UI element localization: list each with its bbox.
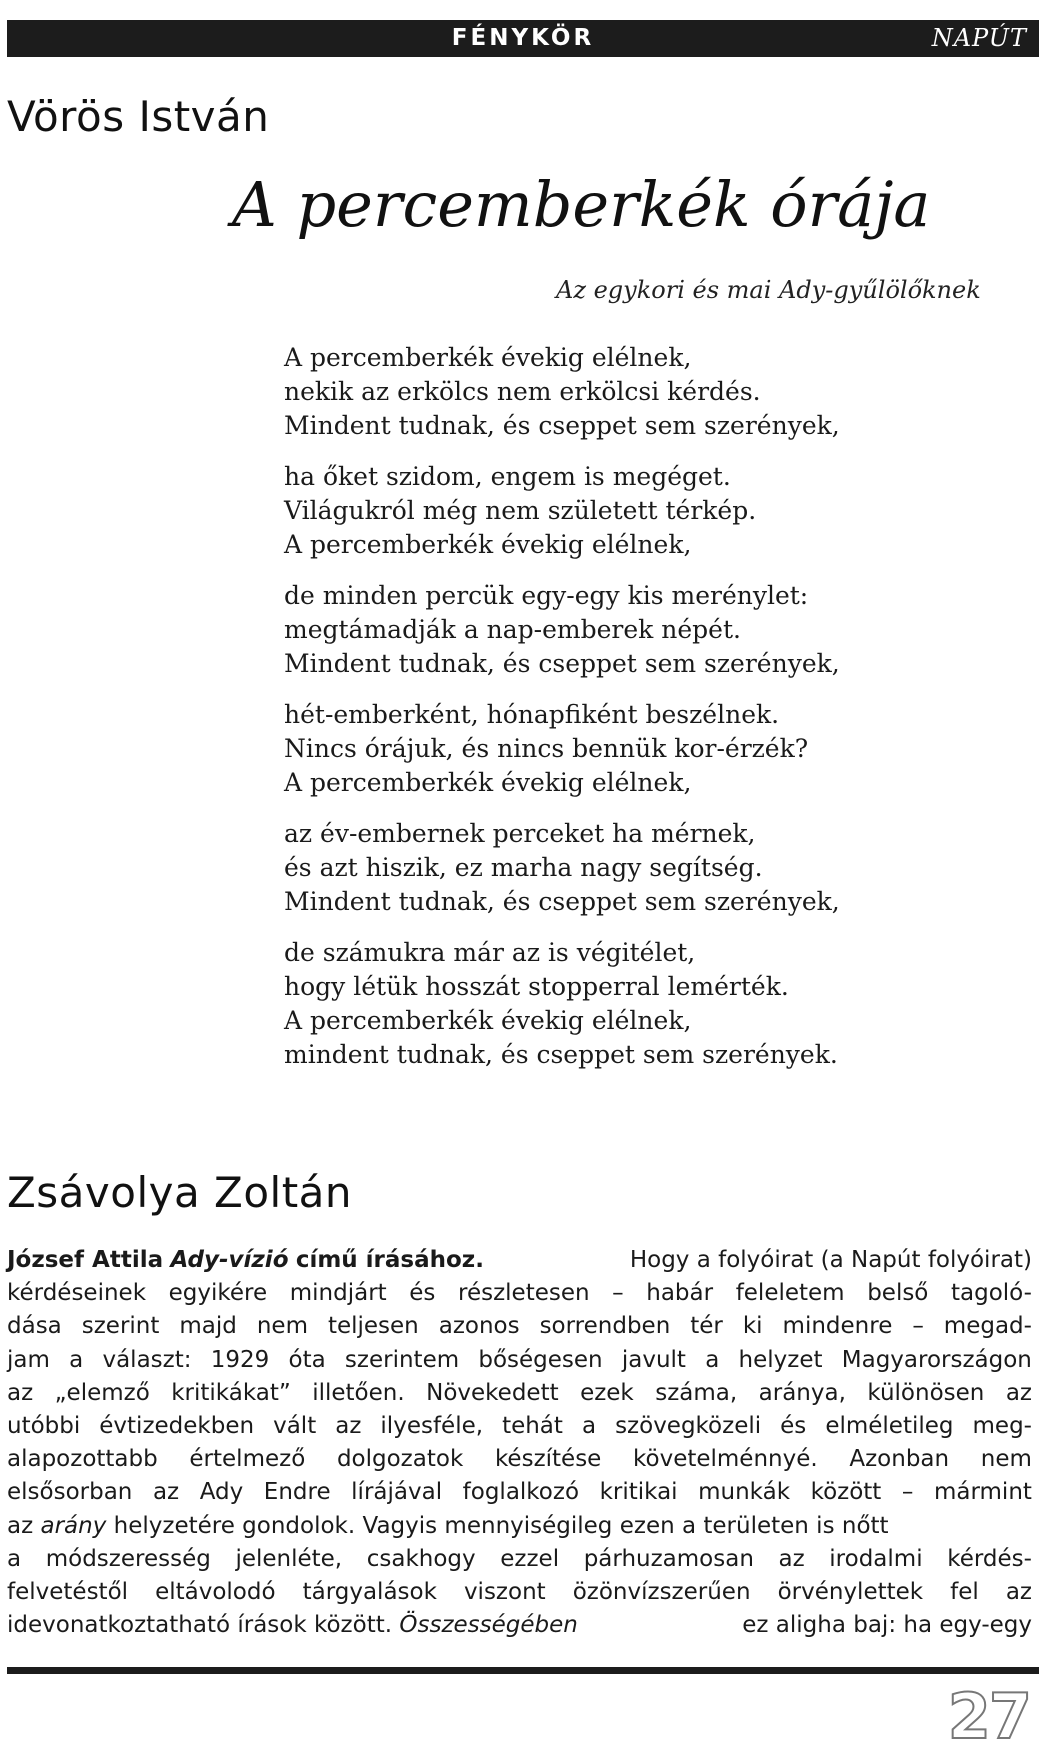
essay-word: évtizedekben <box>99 1412 255 1439</box>
essay-word: javult <box>621 1346 686 1373</box>
essay-word: feleletem <box>735 1280 845 1307</box>
essay-word: kritikai <box>599 1479 678 1506</box>
essay-word: kérdés- <box>947 1545 1032 1572</box>
poem-line: és azt hiszik, ez marha nagy segítség. <box>284 853 763 882</box>
essay-word: óta <box>288 1346 326 1373</box>
essay-lead-suffix: című írásához. <box>295 1247 484 1273</box>
essay-line-text: Hogy a folyóirat (a Napút folyóirat) <box>629 1247 1032 1273</box>
essay-line-text <box>7 1609 578 1642</box>
essay-word: részletesen <box>458 1280 590 1307</box>
poem-line: Mindent tudnak, és cseppet sem szerények, <box>284 649 840 678</box>
essay-word: irodalmi <box>829 1545 923 1572</box>
essay-word: habár <box>646 1280 714 1307</box>
essay-author: Zsávolya Zoltán <box>7 1168 353 1217</box>
essay-line-text <box>7 1510 889 1543</box>
poem-line: de számukra már az is végitélet, <box>284 938 696 967</box>
essay-line-end: ez aligha baj: ha egy-egy <box>742 1612 1032 1639</box>
essay-word: mármint <box>933 1479 1032 1506</box>
essay-word: kérdéseinek <box>7 1280 147 1307</box>
essay-body <box>7 1244 1032 1642</box>
essay-word: az <box>1005 1379 1032 1406</box>
essay-word: a <box>581 1412 597 1439</box>
poem-line: hogy létük hosszát stopperral lemérték. <box>284 972 789 1001</box>
essay-word: mindenre <box>782 1313 893 1340</box>
essay-line <box>7 1543 1032 1576</box>
essay-word: Növekedett <box>426 1379 559 1406</box>
poem-line: nekik az erkölcs nem erkölcsi kérdés. <box>284 377 761 406</box>
poem-line: A percemberkék évekig elélnek, <box>284 530 692 559</box>
essay-word: bőségesen <box>478 1346 603 1373</box>
header-bar <box>7 20 1039 57</box>
essay-word: felvetéstől <box>7 1578 129 1605</box>
stanza <box>284 341 1044 443</box>
essay-word: között <box>810 1479 882 1506</box>
essay-line <box>7 1609 1032 1642</box>
essay-word: meg- <box>972 1412 1032 1439</box>
essay-line-rest: helyzetére gondolok. Vagyis mennyiségileg ezen a területen is nőtt <box>113 1512 889 1539</box>
essay-word: vált <box>273 1412 317 1439</box>
essay-word: módszeresség <box>45 1545 211 1572</box>
stanza <box>284 698 1044 800</box>
essay-emphasis: arány <box>40 1512 107 1539</box>
essay-word: szerintem <box>344 1346 460 1373</box>
essay-word: viszont <box>463 1578 546 1605</box>
essay-word: ilyesféle, <box>380 1412 484 1439</box>
essay-word: az <box>152 1479 180 1506</box>
essay-lead-work: Ady-vízió <box>170 1247 289 1273</box>
stanza <box>284 579 1044 681</box>
poem-line: Világukról még nem született térkép. <box>284 496 757 525</box>
essay-word: helyzet <box>738 1346 823 1373</box>
poem-line: az év-embernek perceket ha mérnek, <box>284 819 756 848</box>
essay-word: Endre <box>263 1479 331 1506</box>
essay-line-prefix: az <box>7 1512 34 1539</box>
essay-word: tagoló- <box>950 1280 1032 1307</box>
page-number: 27 <box>947 1680 1030 1753</box>
essay-word: tárgyalások <box>302 1578 437 1605</box>
essay-line <box>7 1443 1032 1476</box>
poem-line: A percemberkék évekig elélnek, <box>284 768 692 797</box>
essay-word: tér <box>690 1313 723 1340</box>
essay-word: elméletileg <box>825 1412 954 1439</box>
essay-word: szövegközeli <box>615 1412 762 1439</box>
essay-word: választ: <box>102 1346 192 1373</box>
essay-word: a <box>7 1545 22 1572</box>
stanza <box>284 936 1044 1072</box>
essay-word: alapozottabb <box>7 1446 158 1473</box>
poem-author: Vörös István <box>7 92 270 141</box>
essay-word: – <box>901 1479 914 1506</box>
poem-line: mindent tudnak, és cseppet sem szerények. <box>284 1040 838 1069</box>
essay-word: elsősorban <box>7 1479 133 1506</box>
essay-word: megad- <box>943 1313 1032 1340</box>
essay-word: párhuzamosan <box>583 1545 754 1572</box>
essay-line <box>7 1344 1032 1377</box>
bottom-rule <box>7 1667 1039 1674</box>
poem-line: de minden percük egy-egy kis merénylet: <box>284 581 809 610</box>
essay-line-text <box>7 1244 484 1277</box>
journal-logo: NAPÚT <box>931 24 1027 52</box>
essay-word: – <box>912 1313 924 1340</box>
essay-word: örvénylettek <box>777 1578 924 1605</box>
essay-line <box>7 1277 1032 1310</box>
essay-word: majd <box>179 1313 237 1340</box>
essay-word: belső <box>867 1280 929 1307</box>
essay-word: különösen <box>867 1379 985 1406</box>
poem-title: A percemberkék órája <box>232 168 931 241</box>
essay-word: készítése <box>494 1446 602 1473</box>
essay-line <box>7 1244 1032 1277</box>
essay-word: jelenléte, <box>235 1545 343 1572</box>
essay-word: tehát <box>502 1412 563 1439</box>
essay-word: szerint <box>81 1313 160 1340</box>
essay-word: csakhogy <box>366 1545 476 1572</box>
essay-line-start: idevonatkoztatható írások között. <box>7 1612 393 1639</box>
essay-word: az <box>1005 1578 1032 1605</box>
essay-word: az <box>778 1545 805 1572</box>
poem-line: ha őket szidom, engem is megéget. <box>284 462 731 491</box>
essay-word: – <box>612 1280 624 1307</box>
essay-word: jam <box>7 1346 50 1373</box>
essay-line <box>7 1377 1032 1410</box>
essay-line <box>7 1310 1032 1343</box>
essay-word: a <box>69 1346 84 1373</box>
stanza <box>284 817 1044 919</box>
essay-word: 1929 <box>210 1346 270 1373</box>
essay-lead-author: József Attila <box>7 1247 164 1273</box>
poem-line: Nincs órájuk, és nincs bennük kor-érzék? <box>284 734 809 763</box>
essay-word: egyikére <box>168 1280 268 1307</box>
section-name: FÉNYKÖR <box>451 25 595 51</box>
essay-word: ezek <box>580 1379 634 1406</box>
essay-word: Ady <box>199 1479 244 1506</box>
essay-word: munkák <box>698 1479 791 1506</box>
poem-line: megtámadják a nap-emberek népét. <box>284 615 741 644</box>
essay-word: az <box>7 1379 34 1406</box>
essay-line <box>7 1576 1032 1609</box>
poem-line: Mindent tudnak, és cseppet sem szerények, <box>284 887 840 916</box>
poem-line: A percemberkék évekig elélnek, <box>284 1006 692 1035</box>
essay-word: ezzel <box>500 1545 560 1572</box>
essay-word: követelménnyé. <box>633 1446 818 1473</box>
essay-line <box>7 1410 1032 1443</box>
essay-word: illetően. <box>312 1379 405 1406</box>
essay-word: nem <box>256 1313 308 1340</box>
essay-word: dása <box>7 1313 62 1340</box>
poem-dedication: Az egykori és mai Ady-gyűlölőknek <box>556 276 981 304</box>
essay-word: „elemző <box>54 1379 150 1406</box>
essay-word: a <box>705 1346 720 1373</box>
essay-word: lírájával <box>351 1479 443 1506</box>
poem-body <box>284 341 1044 1089</box>
essay-word: foglalkozó <box>462 1479 580 1506</box>
essay-word: dolgozatok <box>336 1446 464 1473</box>
essay-word: mindjárt <box>289 1280 387 1307</box>
essay-word: Magyarországon <box>841 1346 1032 1373</box>
essay-emphasis: Összességében <box>399 1612 578 1639</box>
poem-line: A percemberkék évekig elélnek, <box>284 343 692 372</box>
essay-word: Azonban <box>849 1446 950 1473</box>
essay-word: értelmező <box>189 1446 306 1473</box>
essay-word: kritikákat” <box>171 1379 291 1406</box>
essay-word: eltávolodó <box>155 1578 276 1605</box>
essay-line <box>7 1510 1032 1543</box>
stanza <box>284 460 1044 562</box>
essay-word: azonos <box>438 1313 520 1340</box>
essay-word: fel <box>950 1578 979 1605</box>
essay-word: teljesen <box>327 1313 419 1340</box>
poem-line: Mindent tudnak, és cseppet sem szerények, <box>284 411 840 440</box>
essay-word: sorrendben <box>539 1313 671 1340</box>
essay-word: nem <box>980 1446 1032 1473</box>
essay-word: száma, <box>655 1379 738 1406</box>
essay-word: ki <box>742 1313 763 1340</box>
poem-line: hét-emberként, hónapfiként beszélnek. <box>284 700 780 729</box>
essay-line <box>7 1476 1032 1509</box>
essay-word: és <box>780 1412 807 1439</box>
essay-word: utóbbi <box>7 1412 81 1439</box>
essay-word: aránya, <box>758 1379 846 1406</box>
essay-word: özönvízszerűen <box>572 1578 751 1605</box>
essay-word: és <box>409 1280 436 1307</box>
essay-word: az <box>335 1412 362 1439</box>
